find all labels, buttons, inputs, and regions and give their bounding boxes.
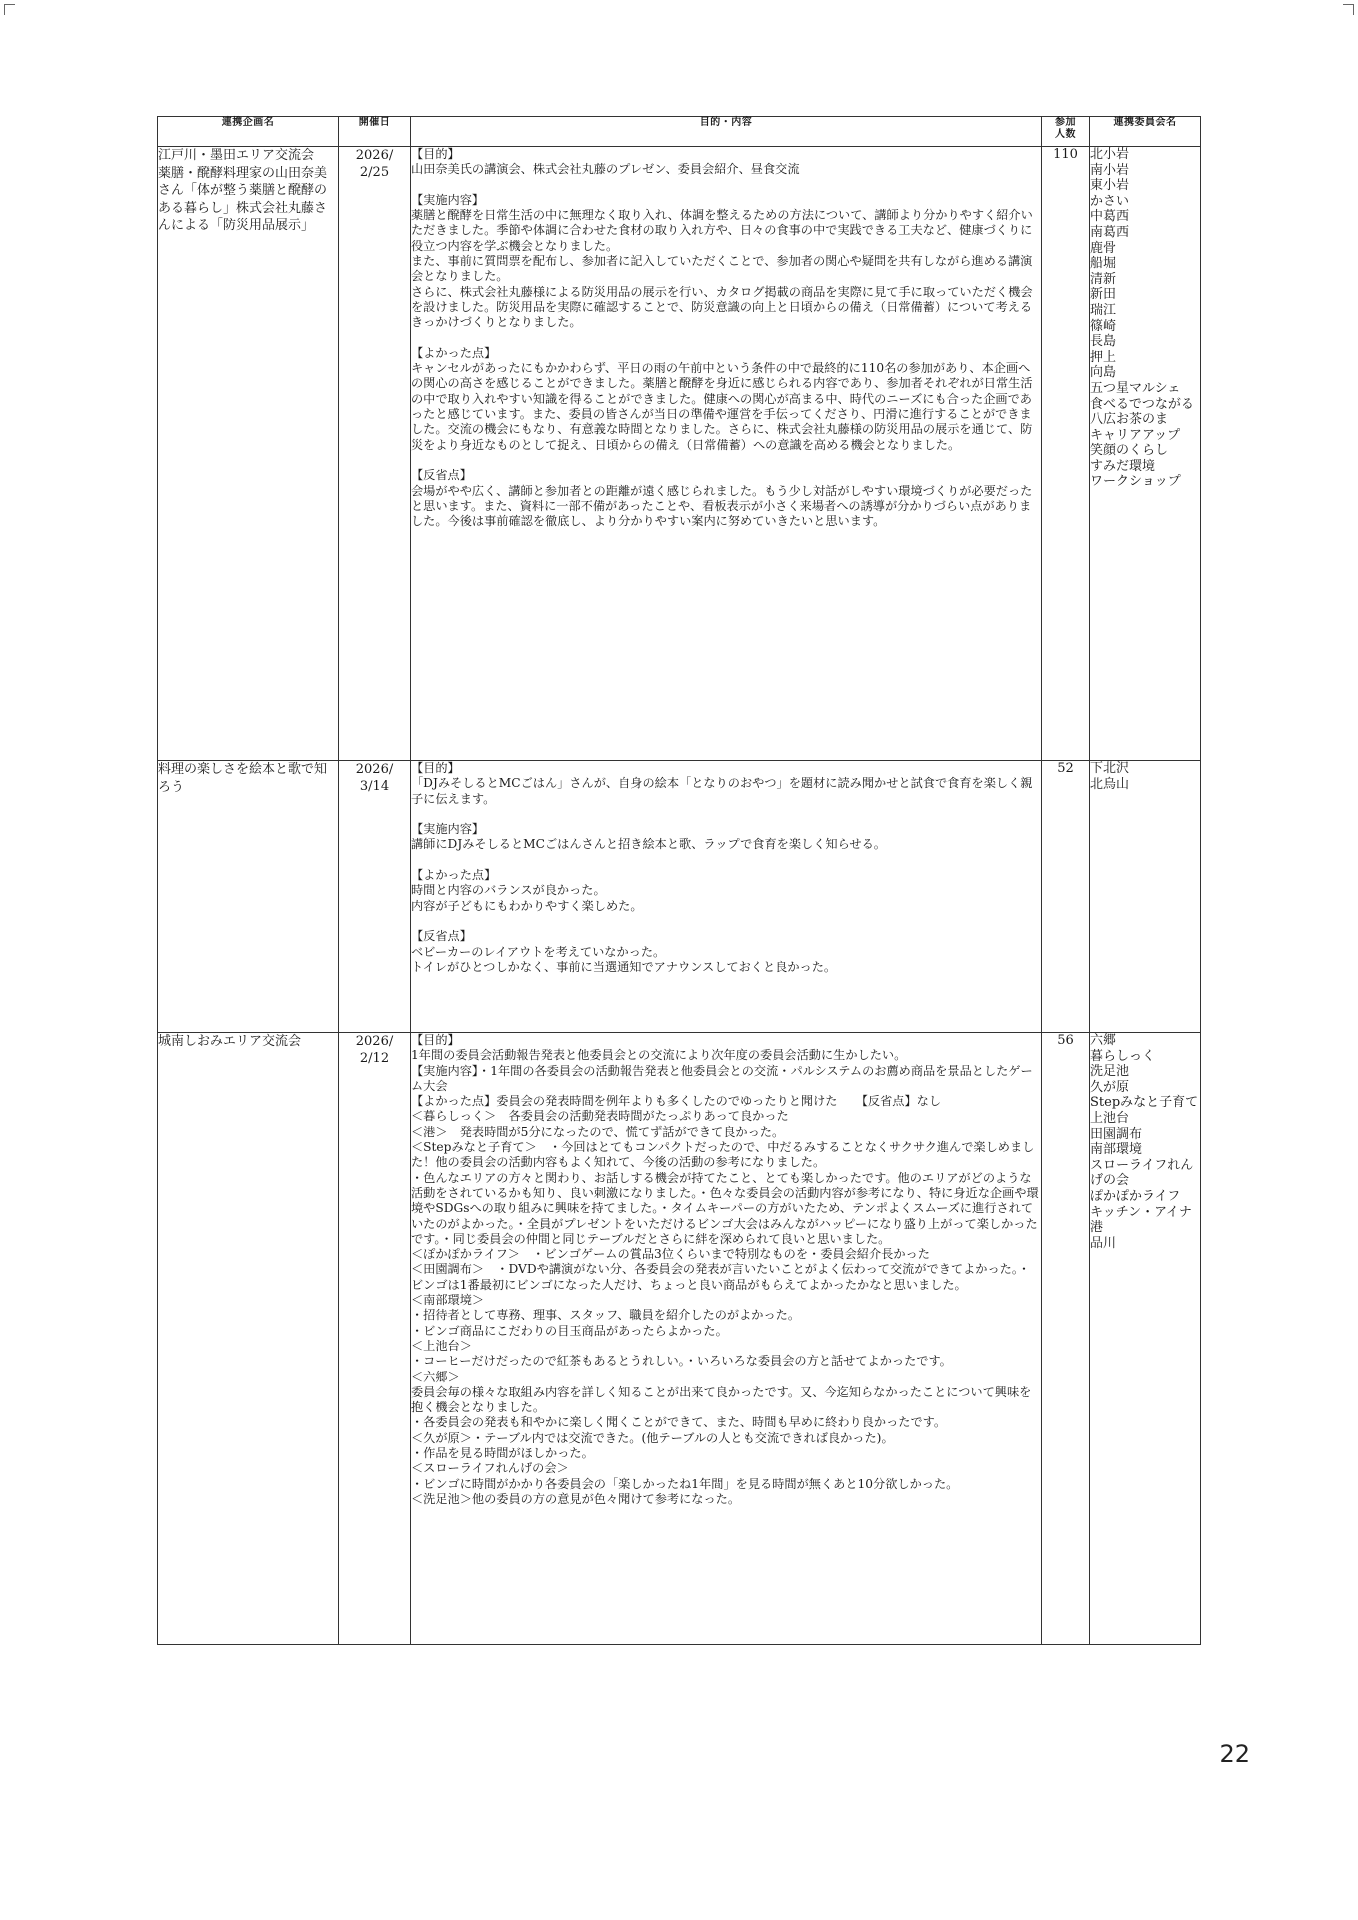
header-date: 開催日 (339, 117, 411, 147)
header-project-name: 連携企画名 (158, 117, 339, 147)
committee-names-cell: 北小岩 南小岩 東小岩 かさい 中葛西 南葛西 鹿骨 船堀 清新 新田 瑞江 篠崎 長島 押上 向島 五つ星マルシェ 食べるでつながる 八広お茶のま キャリアアップ 笑顔のくらし すみだ環境 ワークショップ (1090, 147, 1201, 761)
project-name-cell: 城南しおみエリア交流会 (158, 1033, 339, 1645)
table-row (158, 761, 1201, 1033)
date-cell: 2026/ 2/12 (339, 1033, 411, 1645)
committee-names-cell: 六郷 暮らしっく 洗足池 久が原 Stepみなと子育て 上池台 田園調布 南部環境 スローライフれんげの会 ぽかぽかライフ キッチン・アイナ 港 品川 (1090, 1033, 1201, 1645)
crop-mark-top-left (4, 4, 15, 15)
participant-count-cell: 110 (1042, 147, 1090, 761)
date-cell: 2026/ 3/14 (339, 761, 411, 1033)
crop-mark-top-right (1343, 4, 1354, 15)
content-cell: 【目的】 1年間の委員会活動報告発表と他委員会との交流により次年度の委員会活動に生かしたい。 【実施内容】・1年間の各委員会の活動報告発表と他委員会との交流・パルシステムのお薦め商品を景品としたゲーム大会 【よかった点】委員会の発表時間を例年よりも多くしたのでゆったりと聞けた 【反省点】なし ＜暮らしっく＞ 各委員会の活動発表時間がたっぷりあって良かった ＜港＞ 発表時間が5分になったので、慌てず話ができて良かった。 ＜Stepみなと子育て＞ ・今回はとてもコンパクトだったので、中だるみすることなくサクサク進んで楽しめました！他の委員会の活動内容もよく知れて、今後の活動の参考になりました。 ・色んなエリアの方々と関わり、お話しする機会が持てたこと、とても楽しかったです。他のエリアがどのような活動をされているかも知り、良い刺激になりました。・色々な委員会の活動内容が参考になり、特に身近な企画や環境やSDGsへの取り組みに興味を持てました。・タイムキーパーの方がいたため、テンポよくスムーズに進行されていたのがよかった。・全員がプレゼントをいただけるビンゴ大会はみんながハッピーになり盛り上がって楽しかったです。・同じ委員会の仲間と同じテーブルだとさらに絆を深められて良いと思いました。 ＜ぽかぽかライフ＞ ・ビンゴゲームの賞品3位くらいまで特別なものを・委員会紹介長かった ＜田園調布＞ ・DVDや講演がない分、各委員会の発表が言いたいことがよく伝わって交流ができてよかった。・ビンゴは1番最初にビンゴになった人だけ、ちょっと良い商品がもらえてよかったかなと思いました。 ＜南部環境＞ ・招待者として専務、理事、スタッフ、職員を紹介したのがよかった。 ・ビンゴ商品にこだわりの目玉商品があったらよかった。 ＜上池台＞ ・コーヒーだけだったので紅茶もあるとうれしい。・いろいろな委員会の方と話せてよかったです。 ＜六郷＞ 委員会毎の様々な取組み内容を詳しく知ることが出来て良かったです。又、今迄知らなかったことについて興味を抱く機会となりました。 ・各委員会の発表も和やかに楽しく聞くことができて、また、時間も早めに終わり良かったです。 ＜久が原＞・テーブル内では交流できた。(他テーブルの人とも交流できれば良かった)。 ・作品を見る時間がほしかった。 ＜スローライフれんげの会＞ ・ビンゴに時間がかかり各委員会の「楽しかったね1年間」を見る時間が無くあと10分欲しかった。 ＜洗足池＞他の委員の方の意見が色々聞けて参考になった。 (411, 1033, 1042, 1645)
header-committee-names: 連携委員会名 (1090, 117, 1201, 147)
table-row (158, 147, 1201, 761)
committee-names-cell: 下北沢 北烏山 (1090, 761, 1201, 1033)
content-cell: 【目的】 「DJみそしるとMCごはん」さんが、自身の絵本「となりのおやつ」を題材に読み聞かせと試食で食育を楽しく親子に伝えます。 【実施内容】 講師にDJみそしるとMCごはんさんと招き絵本と歌、ラップで食育を楽しく知らせる。 【よかった点】 時間と内容のバランスが良かった。 内容が子どもにもわかりやすく楽しめた。 【反省点】 ベビーカーのレイアウトを考えていなかった。 トイレがひとつしかなく、事前に当選通知でアナウンスしておくと良かった。 (411, 761, 1042, 1033)
participant-count-cell: 52 (1042, 761, 1090, 1033)
collaboration-projects-table (157, 116, 1201, 1645)
table-header-row (158, 117, 1201, 147)
content-cell: 【目的】 山田奈美氏の講演会、株式会社丸藤のプレゼン、委員会紹介、昼食交流 【実施内容】 薬膳と醗酵を日常生活の中に無理なく取り入れ、体調を整えるための方法について、講師より分かりやすく紹介いただきました。季節や体調に合わせた食材の取り入れ方や、日々の食事の中で実践できる工夫など、健康づくりに役立つ内容を学ぶ機会となりました。 また、事前に質問票を配布し、参加者に記入していただくことで、参加者の関心や疑問を共有しながら進める講演会となりました。 さらに、株式会社丸藤様による防災用品の展示を行い、カタログ掲載の商品を実際に見て手に取っていただく機会を設けました。防災用品を実際に確認することで、防災意識の向上と日頃からの備え（日常備蓄）について考えるきっかけづくりとなりました。 【よかった点】 キャンセルがあったにもかかわらず、平日の雨の午前中という条件の中で最終的に110名の参加があり、本企画への関心の高さを感じることができました。薬膳と醗酵を身近に感じられる内容であり、参加者それぞれが日常生活の中で取り入れやすい知識を得ることができました。健康への関心が高まる中、時代のニーズにも合った企画であったと感じています。また、委員の皆さんが当日の準備や運営を手伝ってくださり、円滑に進行することができました。交流の機会にもなり、有意義な時間となりました。さらに、株式会社丸藤様の防災用品の展示を通じて、防災をより身近なものとして捉え、日頃からの備え（日常備蓄）への意識を高める機会となりました。 【反省点】 会場がやや広く、講師と参加者との距離が遠く感じられました。もう少し対話がしやすい環境づくりが必要だったと思います。また、資料に一部不備があったことや、看板表示が小さく来場者への誘導が分かりづらい点がありました。今後は事前確認を徹底し、より分かりやすい案内に努めていきたいと思います。 (411, 147, 1042, 761)
table-row (158, 1033, 1201, 1645)
project-name-cell: 江戸川・墨田エリア交流会 薬膳・醗酵料理家の山田奈美さん「体が整う薬膳と醗酵のある暮らし」株式会社丸藤さんによる「防災用品展示」 (158, 147, 339, 761)
header-participant-count: 参加 人数 (1042, 117, 1090, 147)
page-number: 22 (1219, 1740, 1250, 1768)
participant-count-cell: 56 (1042, 1033, 1090, 1645)
date-cell: 2026/ 2/25 (339, 147, 411, 761)
header-purpose-content: 目的・内容 (411, 117, 1042, 147)
project-name-cell: 料理の楽しさを絵本と歌で知ろう (158, 761, 339, 1033)
